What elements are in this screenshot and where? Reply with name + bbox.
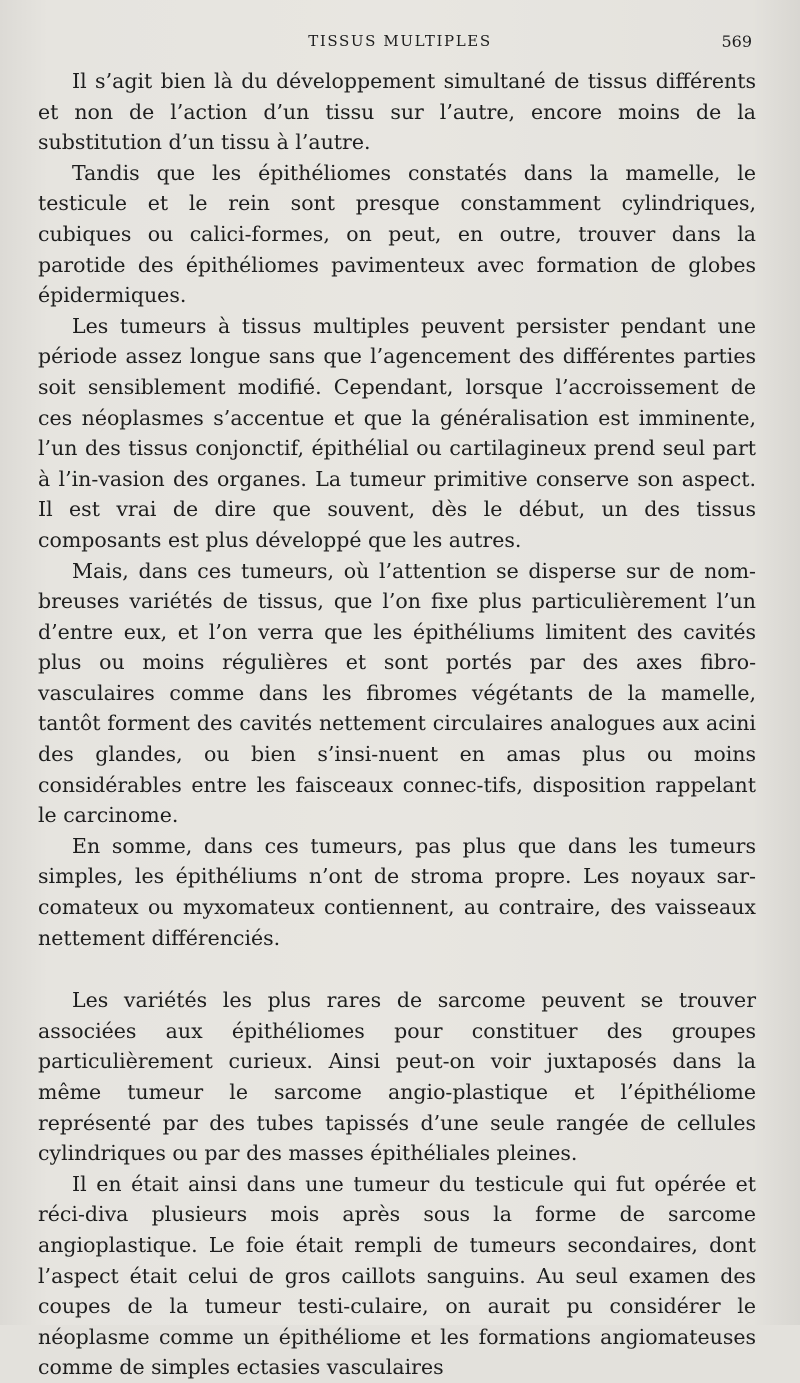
body-text — [38, 66, 756, 1383]
section-gap — [38, 953, 756, 985]
paragraph: Les tumeurs à tissus multiples peuvent persister pendant une période assez longue sans que l’agencement des différentes parties soit sensiblement modifié. Cependant, lorsque l’accroissement de ces néoplasmes s’accentue et que la généralisation est imminente, l’un des tissus conjonctif, épithélial ou cartilagineux prend seul part à l’in-vasion des organes. La tumeur primitive conserve son aspect. Il est vrai de dire que souvent, dès le début, un des tissus composants est plus développé que les autres. — [38, 313, 756, 552]
paragraph: Il s’agit bien là du développement simultané de tissus différents et non de l’action d’un tissu sur l’autre, encore moins de la substitution d’un tissu à l’autre. — [38, 69, 756, 155]
running-title: TISSUS MULTIPLES — [308, 32, 492, 50]
page-header — [0, 32, 800, 56]
page-number: 569 — [721, 32, 752, 51]
paragraph: Les variétés les plus rares de sarcome peuvent se trouver associées aux épithéliomes pour constituer des groupes particulièrement curieux. Ainsi peut-on voir juxtaposés dans la même tumeur le sarcome angio-plastique et l’épithéliome représenté par des tubes tapissés d’une seule rangée de cellules cylindriques ou par des masses épithéliales pleines. — [38, 988, 756, 1166]
paragraph: En somme, dans ces tumeurs, pas plus que dans les tumeurs simples, les épithéliums n’ont de stroma propre. Les noyaux sar-comateux ou myxomateux contiennent, au contraire, des vaisseaux nettement différenciés. — [38, 833, 756, 950]
paragraph: Il en était ainsi dans une tumeur du testicule qui fut opérée et réci-diva plusieurs mois après sous la forme de sarcome angioplastique. Le foie était rempli de tumeurs secondaires, dont l’aspect était celui de gros caillots sanguins. Au seul examen des coupes de la tumeur testi-culaire, on aurait pu considérer le néoplasme comme un épithéliome et les formations angiomateuses comme de simples ectasies vasculaires — [38, 1171, 756, 1380]
paragraph: Tandis que les épithéliomes constatés dans la mamelle, le testicule et le rein sont presque constamment cylindriques, cubiques ou calici-formes, on peut, en outre, trouver dans la parotide des épithéliomes pavimenteux avec formation de globes épidermiques. — [38, 160, 756, 308]
paragraph: Mais, dans ces tumeurs, où l’attention se disperse sur de nom-breuses variétés de tissus, que l’on fixe plus particulièrement l’un d’entre eux, et l’on verra que les épithéliums limitent des cavités plus ou moins régulières et sont portés par des axes fibro-vasculaires comme dans les fibromes végétants de la mamelle, tantôt forment des cavités nettement circulaires analogues aux acini des glandes, ou bien s’insi-nuent en amas plus ou moins considérables entre les faisceaux connec-tifs, disposition rappelant le carcinome. — [38, 558, 756, 828]
